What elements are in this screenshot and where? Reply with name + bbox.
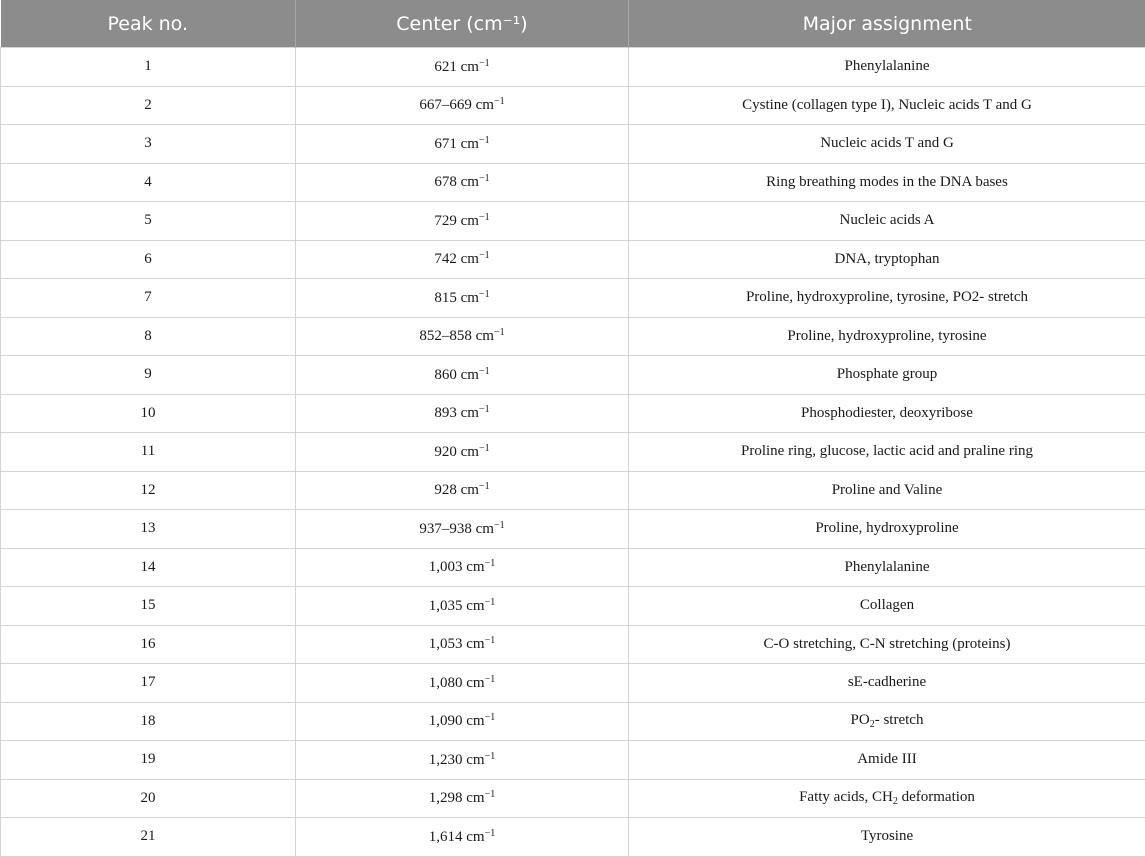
table-row xyxy=(1,625,1145,664)
center-value: 621 cm xyxy=(434,58,479,75)
unit-superscript: −1 xyxy=(493,327,505,339)
center-cell xyxy=(296,86,629,125)
unit-superscript: −1 xyxy=(493,96,505,108)
table-row xyxy=(1,510,1145,549)
center-cell xyxy=(296,625,629,664)
center-value: 1,053 cm xyxy=(428,636,485,653)
peak-number-cell: 7 xyxy=(1,279,296,318)
table-row xyxy=(1,86,1145,125)
center-value: 1,090 cm xyxy=(428,713,485,730)
center-cell xyxy=(296,202,629,241)
center-cell xyxy=(296,48,629,87)
center-cell xyxy=(296,433,629,472)
table-row xyxy=(1,818,1145,857)
center-cell xyxy=(296,317,629,356)
table-row xyxy=(1,741,1145,780)
center-cell xyxy=(296,125,629,164)
center-value: 1,003 cm xyxy=(428,559,485,576)
assignment-subscript: 2 xyxy=(869,719,875,731)
center-cell xyxy=(296,779,629,818)
unit-superscript: −1 xyxy=(484,712,496,724)
center-value: 893 cm xyxy=(434,405,479,422)
assignment-text: PO xyxy=(850,712,870,729)
center-value: 729 cm xyxy=(434,212,479,229)
unit-superscript: −1 xyxy=(484,558,496,570)
center-value: 678 cm xyxy=(434,174,479,191)
unit-superscript: −1 xyxy=(493,519,505,531)
center-cell xyxy=(296,741,629,780)
table-row xyxy=(1,702,1145,741)
table-row xyxy=(1,202,1145,241)
unit-superscript: −1 xyxy=(478,134,490,146)
center-value: 1,614 cm xyxy=(428,828,485,845)
center-value: 742 cm xyxy=(434,251,479,268)
unit-superscript: −1 xyxy=(484,673,496,685)
table-row xyxy=(1,394,1145,433)
peak-number-cell: 17 xyxy=(1,664,296,703)
center-value: 852–858 cm xyxy=(419,328,494,345)
peak-number-cell: 4 xyxy=(1,163,296,202)
peak-number-cell: 12 xyxy=(1,471,296,510)
center-cell xyxy=(296,356,629,395)
assignment-text: Fatty acids, CH xyxy=(799,789,893,806)
assignment-cell: Collagen xyxy=(629,587,1145,626)
center-cell xyxy=(296,279,629,318)
header-row xyxy=(1,0,1145,48)
center-value: 928 cm xyxy=(434,482,479,499)
unit-superscript: −1 xyxy=(484,789,496,801)
assignment-cell: Proline ring, glucose, lactic acid and praline ring xyxy=(629,433,1145,472)
assignment-cell: Phenylalanine xyxy=(629,48,1145,87)
center-cell xyxy=(296,664,629,703)
assignment-cell: Nucleic acids A xyxy=(629,202,1145,241)
center-cell xyxy=(296,510,629,549)
unit-superscript: −1 xyxy=(478,481,490,493)
peak-number-cell: 9 xyxy=(1,356,296,395)
unit-superscript: −1 xyxy=(478,173,490,185)
table-row xyxy=(1,779,1145,818)
table-body xyxy=(1,48,1145,857)
table-row xyxy=(1,664,1145,703)
table-row xyxy=(1,356,1145,395)
center-value: 920 cm xyxy=(434,443,479,460)
table-row xyxy=(1,548,1145,587)
assignment-cell: Proline, hydroxyproline xyxy=(629,510,1145,549)
assignment-cell: Proline, hydroxyproline, tyrosine, PO2- stretch xyxy=(629,279,1145,318)
center-value: 937–938 cm xyxy=(419,520,494,537)
assignment-cell: C-O stretching, C-N stretching (proteins) xyxy=(629,625,1145,664)
assignment-cell: Ring breathing modes in the DNA bases xyxy=(629,163,1145,202)
unit-superscript: −1 xyxy=(484,635,496,647)
assignment-cell: Phenylalanine xyxy=(629,548,1145,587)
header-center: Center (cm⁻¹) xyxy=(296,0,629,48)
table-row xyxy=(1,125,1145,164)
assignment-text-suffix: deformation xyxy=(897,789,975,806)
assignment-cell: Proline, hydroxyproline, tyrosine xyxy=(629,317,1145,356)
center-value: 1,080 cm xyxy=(428,674,485,691)
center-value: 815 cm xyxy=(434,289,479,306)
assignment-cell: DNA, tryptophan xyxy=(629,240,1145,279)
center-cell xyxy=(296,702,629,741)
center-cell xyxy=(296,818,629,857)
table-row xyxy=(1,48,1145,87)
peak-number-cell: 19 xyxy=(1,741,296,780)
center-cell xyxy=(296,587,629,626)
center-value: 1,230 cm xyxy=(428,751,485,768)
center-cell xyxy=(296,394,629,433)
unit-superscript: −1 xyxy=(484,596,496,608)
unit-superscript: −1 xyxy=(478,442,490,454)
peak-number-cell: 3 xyxy=(1,125,296,164)
table-row xyxy=(1,317,1145,356)
unit-superscript: −1 xyxy=(478,288,490,300)
center-cell xyxy=(296,548,629,587)
assignment-cell xyxy=(629,702,1145,741)
unit-superscript: −1 xyxy=(478,211,490,223)
table-row xyxy=(1,240,1145,279)
assignment-subscript: 2 xyxy=(892,796,898,808)
peak-number-cell: 11 xyxy=(1,433,296,472)
center-cell xyxy=(296,471,629,510)
assignment-cell: Amide III xyxy=(629,741,1145,780)
unit-superscript: −1 xyxy=(478,250,490,262)
peak-number-cell: 20 xyxy=(1,779,296,818)
assignment-cell xyxy=(629,779,1145,818)
assignment-text-suffix: - stretch xyxy=(874,712,924,729)
center-value: 1,298 cm xyxy=(428,790,485,807)
peak-number-cell: 21 xyxy=(1,818,296,857)
center-value: 860 cm xyxy=(434,366,479,383)
peak-number-cell: 6 xyxy=(1,240,296,279)
header-major-assignment: Major assignment xyxy=(629,0,1145,48)
table-row xyxy=(1,163,1145,202)
assignment-cell: Phosphate group xyxy=(629,356,1145,395)
unit-superscript: −1 xyxy=(478,365,490,377)
assignment-cell: sE-cadherine xyxy=(629,664,1145,703)
assignment-cell: Phosphodiester, deoxyribose xyxy=(629,394,1145,433)
table-row xyxy=(1,279,1145,318)
center-cell xyxy=(296,240,629,279)
table-row xyxy=(1,587,1145,626)
unit-superscript: −1 xyxy=(478,57,490,69)
center-value: 671 cm xyxy=(434,135,479,152)
unit-superscript: −1 xyxy=(478,404,490,416)
peak-number-cell: 8 xyxy=(1,317,296,356)
header-peak-no: Peak no. xyxy=(1,0,296,48)
peak-number-cell: 13 xyxy=(1,510,296,549)
assignment-cell: Proline and Valine xyxy=(629,471,1145,510)
peak-number-cell: 15 xyxy=(1,587,296,626)
peak-number-cell: 14 xyxy=(1,548,296,587)
table-row xyxy=(1,433,1145,472)
peak-number-cell: 16 xyxy=(1,625,296,664)
peak-number-cell: 5 xyxy=(1,202,296,241)
assignment-cell: Nucleic acids T and G xyxy=(629,125,1145,164)
peak-number-cell: 10 xyxy=(1,394,296,433)
assignment-cell: Tyrosine xyxy=(629,818,1145,857)
unit-superscript: −1 xyxy=(484,827,496,839)
table-header xyxy=(1,0,1145,48)
table-row xyxy=(1,471,1145,510)
center-cell xyxy=(296,163,629,202)
assignment-cell: Cystine (collagen type I), Nucleic acids T and G xyxy=(629,86,1145,125)
center-value: 667–669 cm xyxy=(419,97,494,114)
peak-number-cell: 18 xyxy=(1,702,296,741)
peak-number-cell: 2 xyxy=(1,86,296,125)
center-value: 1,035 cm xyxy=(428,597,485,614)
unit-superscript: −1 xyxy=(484,750,496,762)
peak-number-cell: 1 xyxy=(1,48,296,87)
